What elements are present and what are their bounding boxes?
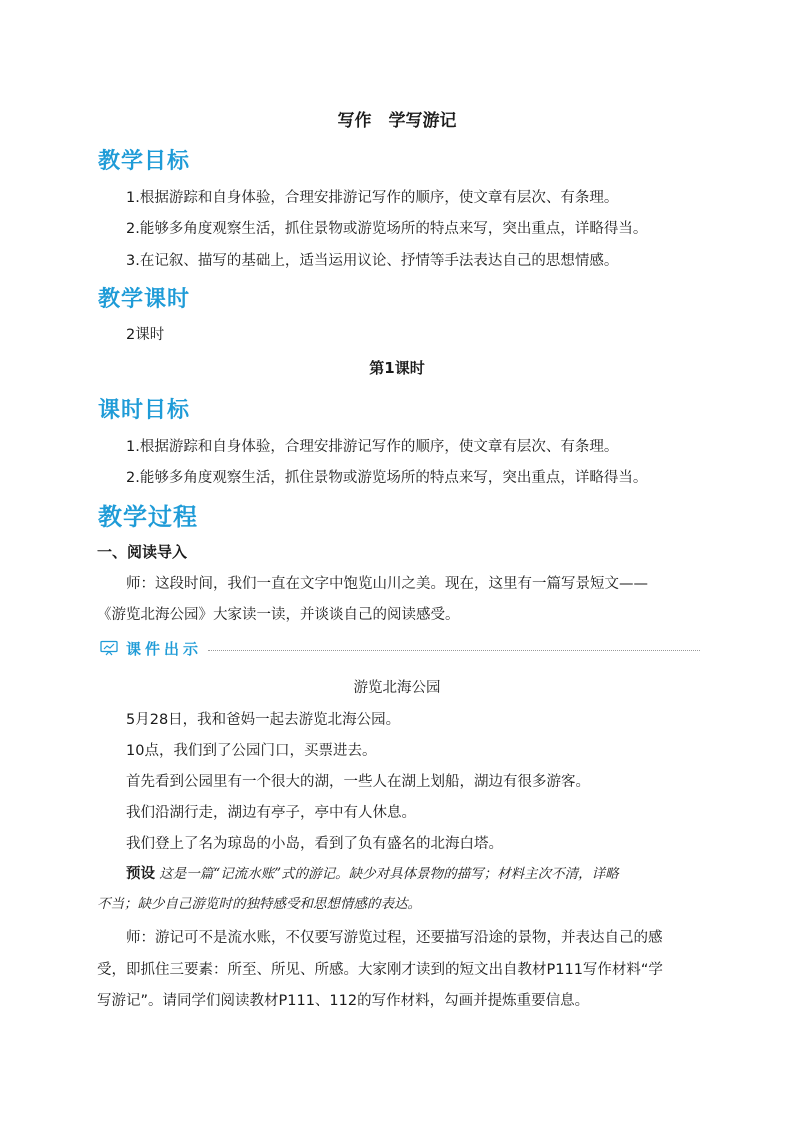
document-title: 写作 学写游记	[337, 111, 457, 131]
teaching-hours-value: 2课时	[126, 327, 165, 343]
essay-line-2: 10点，我们到了公园门口，买票进去。	[126, 743, 377, 759]
intro-line-1: 师：这段时间，我们一直在文字中饱览山川之美。现在，这里有一篇写景短文——	[126, 576, 648, 592]
heading-teaching-hours: 教学课时	[98, 287, 191, 312]
section-reading-intro: 一、阅读导入	[97, 543, 188, 561]
preset-text-1: 这是一篇“记流水账”式的游记。缺少对具体景物的描写；材料主次不清，详略	[159, 866, 619, 882]
teacher-line-3: 写游记”。请同学们阅读教材P111、112的写作材料，勾画并提炼重要信息。	[97, 993, 590, 1009]
goal-item-3: 3.在记叙、描写的基础上，适当运用议论、抒情等手法表达自己的思想情感。	[126, 253, 619, 269]
intro-line-2: 《游览北海公园》大家读一读，并谈谈自己的阅读感受。	[97, 607, 460, 623]
courseware-banner	[100, 637, 700, 659]
teacher-line-2: 受，即抓住三要素：所至、所见、所感。大家刚才读到的短文出自教材P111写作材料“学	[97, 962, 663, 978]
essay-line-4: 我们沿湖行走，湖边有亭子，亭中有人休息。	[126, 805, 416, 821]
heading-lesson-goals: 课时目标	[98, 398, 191, 423]
presentation-board-icon	[100, 640, 118, 656]
lesson-goal-item-2: 2.能够多角度观察生活，抓住景物或游览场所的特点来写，突出重点，详略得当。	[126, 470, 648, 486]
preset-tag: 预设	[126, 866, 155, 882]
lesson-goal-item-1: 1.根据游踪和自身体验，合理安排游记写作的顺序，使文章有层次、有条理。	[126, 439, 619, 455]
courseware-divider	[208, 650, 700, 651]
heading-teaching-goals: 教学目标	[98, 149, 191, 174]
courseware-label: 课件出示	[126, 639, 203, 658]
lesson-1-title: 第1课时	[369, 359, 425, 377]
preset-line-1	[126, 862, 619, 883]
essay-title: 游览北海公园	[353, 680, 441, 696]
essay-line-5: 我们登上了名为琼岛的小岛，看到了负有盛名的北海白塔。	[126, 836, 503, 852]
preset-line-2: 不当；缺少自己游览时的独特感受和思想情感的表达。	[97, 896, 421, 912]
essay-line-3: 首先看到公园里有一个很大的湖，一些人在湖上划船，湖边有很多游客。	[126, 774, 590, 790]
teacher-line-1: 师：游记可不是流水账，不仅要写游览过程，还要描写沿途的景物，并表达自己的感	[126, 930, 663, 946]
goal-item-2: 2.能够多角度观察生活，抓住景物或游览场所的特点来写，突出重点，详略得当。	[126, 221, 648, 237]
heading-teaching-process: 教学过程	[98, 503, 198, 531]
essay-line-1: 5月28日，我和爸妈一起去游览北海公园。	[126, 712, 401, 728]
goal-item-1: 1.根据游踪和自身体验，合理安排游记写作的顺序，使文章有层次、有条理。	[126, 190, 619, 206]
